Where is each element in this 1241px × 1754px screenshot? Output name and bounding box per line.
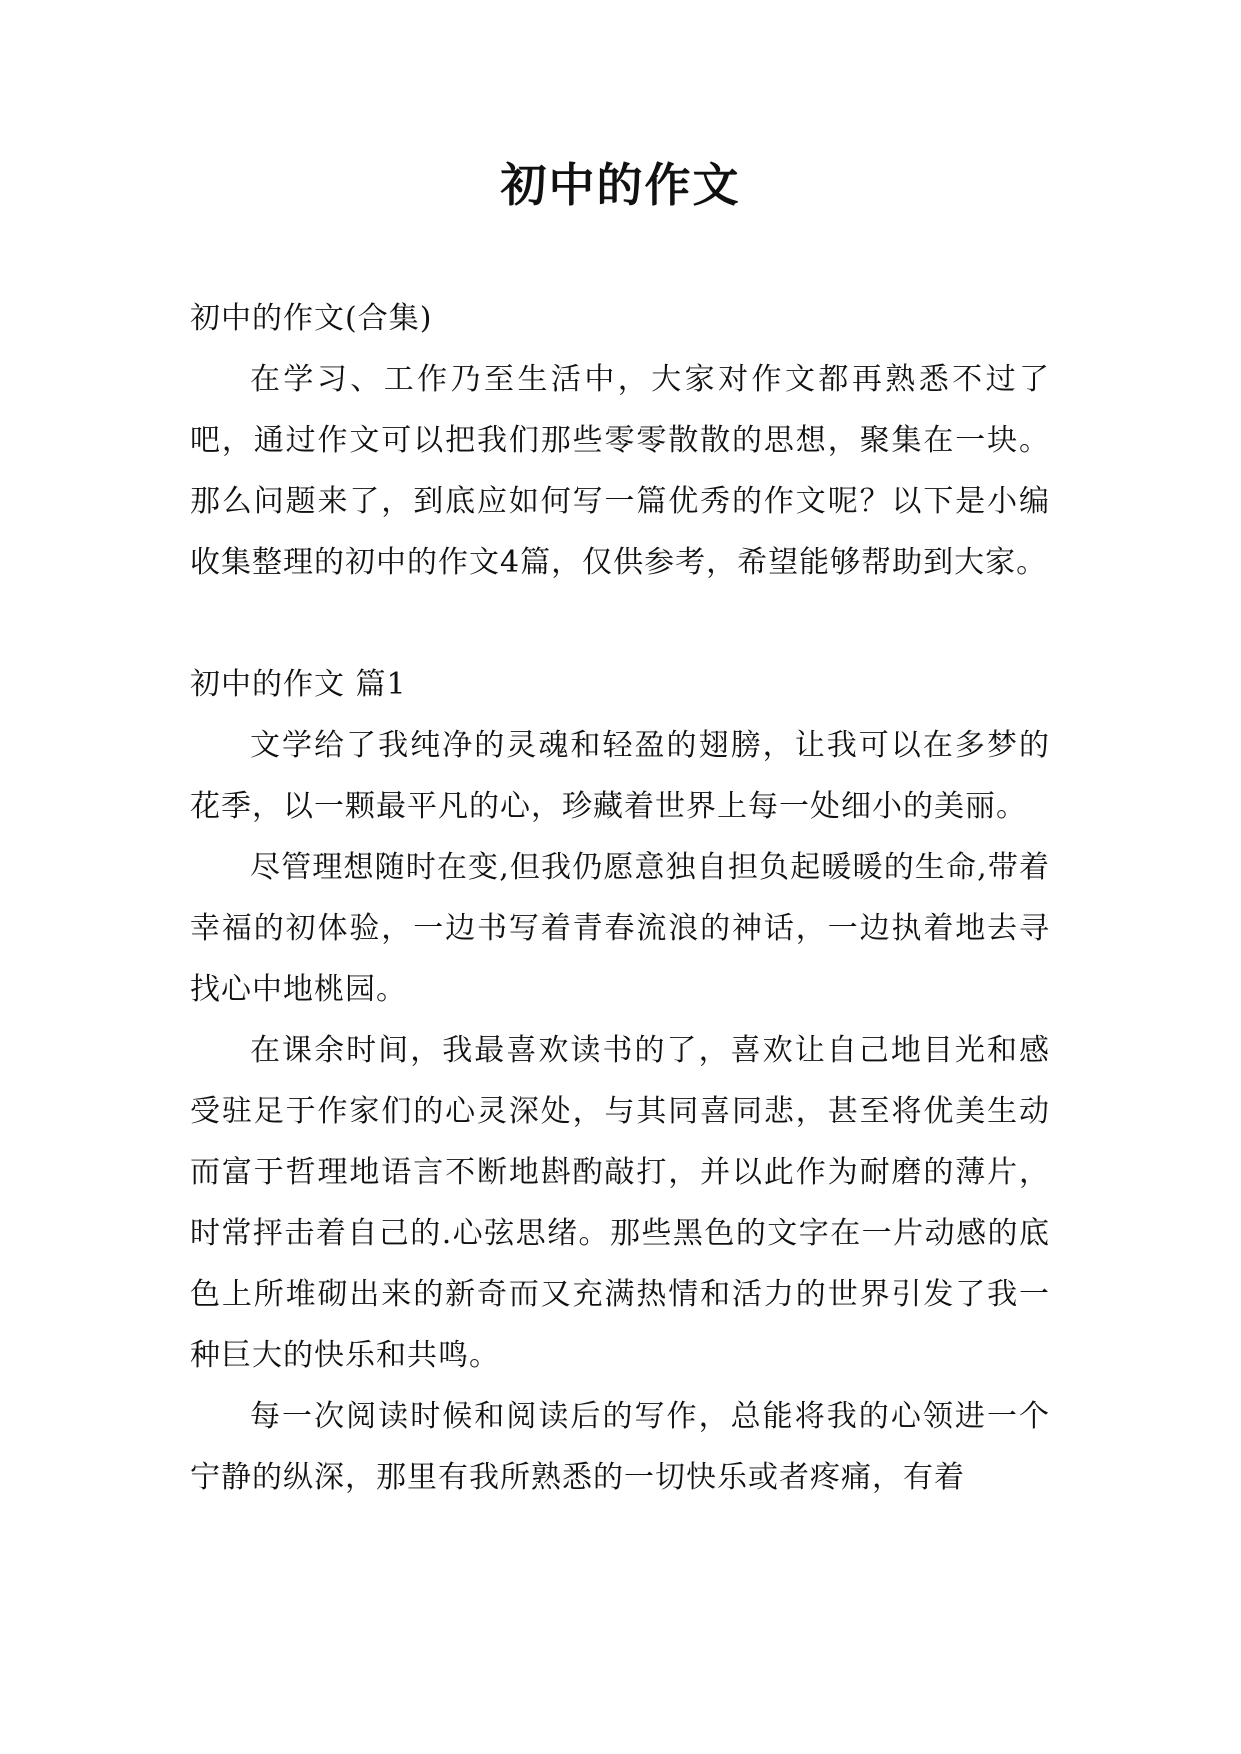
intro-paragraph: 在学习、工作乃至生活中，大家对作文都再熟悉不过了吧，通过作文可以把我们那些零零散散的思想，聚集在一块。那么问题来了，到底应如何写一篇优秀的作文呢？以下是小编收集整理的初中的作文4篇，仅供参考，希望能够帮助到大家。	[190, 362, 1050, 580]
body-paragraph: 尽管理想随时在变,但我仍愿意独自担负起暖暖的生命,带着幸福的初体验，一边书写着青春流浪的神话，一边执着地去寻找心中地桃园。	[190, 850, 1050, 1007]
document-title: 初中的作文	[500, 158, 741, 212]
body-paragraph: 文学给了我纯净的灵魂和轻盈的翅膀，让我可以在多梦的花季，以一颗最平凡的心，珍藏着世界上每一处细小的美丽。	[190, 728, 1050, 824]
intro-heading: 初中的作文(合集)	[190, 301, 433, 336]
body-paragraph: 每一次阅读时候和阅读后的写作，总能将我的心领进一个宁静的纵深，那里有我所熟悉的一切快乐或者疼痛，有着	[190, 1399, 1050, 1495]
body-paragraph: 在课余时间，我最喜欢读书的了，喜欢让自己地目光和感受驻足于作家们的心灵深处，与其同喜同悲，甚至将优美生动而富于哲理地语言不断地斟酌敲打，并以此作为耐磨的薄片，时常抨击着自己的.心弦思绪。那些黑色的文字在一片动感的底色上所堆砌出来的新奇而又充满热情和活力的世界引发了我一种巨大的快乐和共鸣。	[190, 1033, 1050, 1373]
section-spacer	[190, 593, 1050, 654]
section-heading: 初中的作文 篇1	[190, 667, 407, 702]
document-body	[190, 288, 1050, 1508]
